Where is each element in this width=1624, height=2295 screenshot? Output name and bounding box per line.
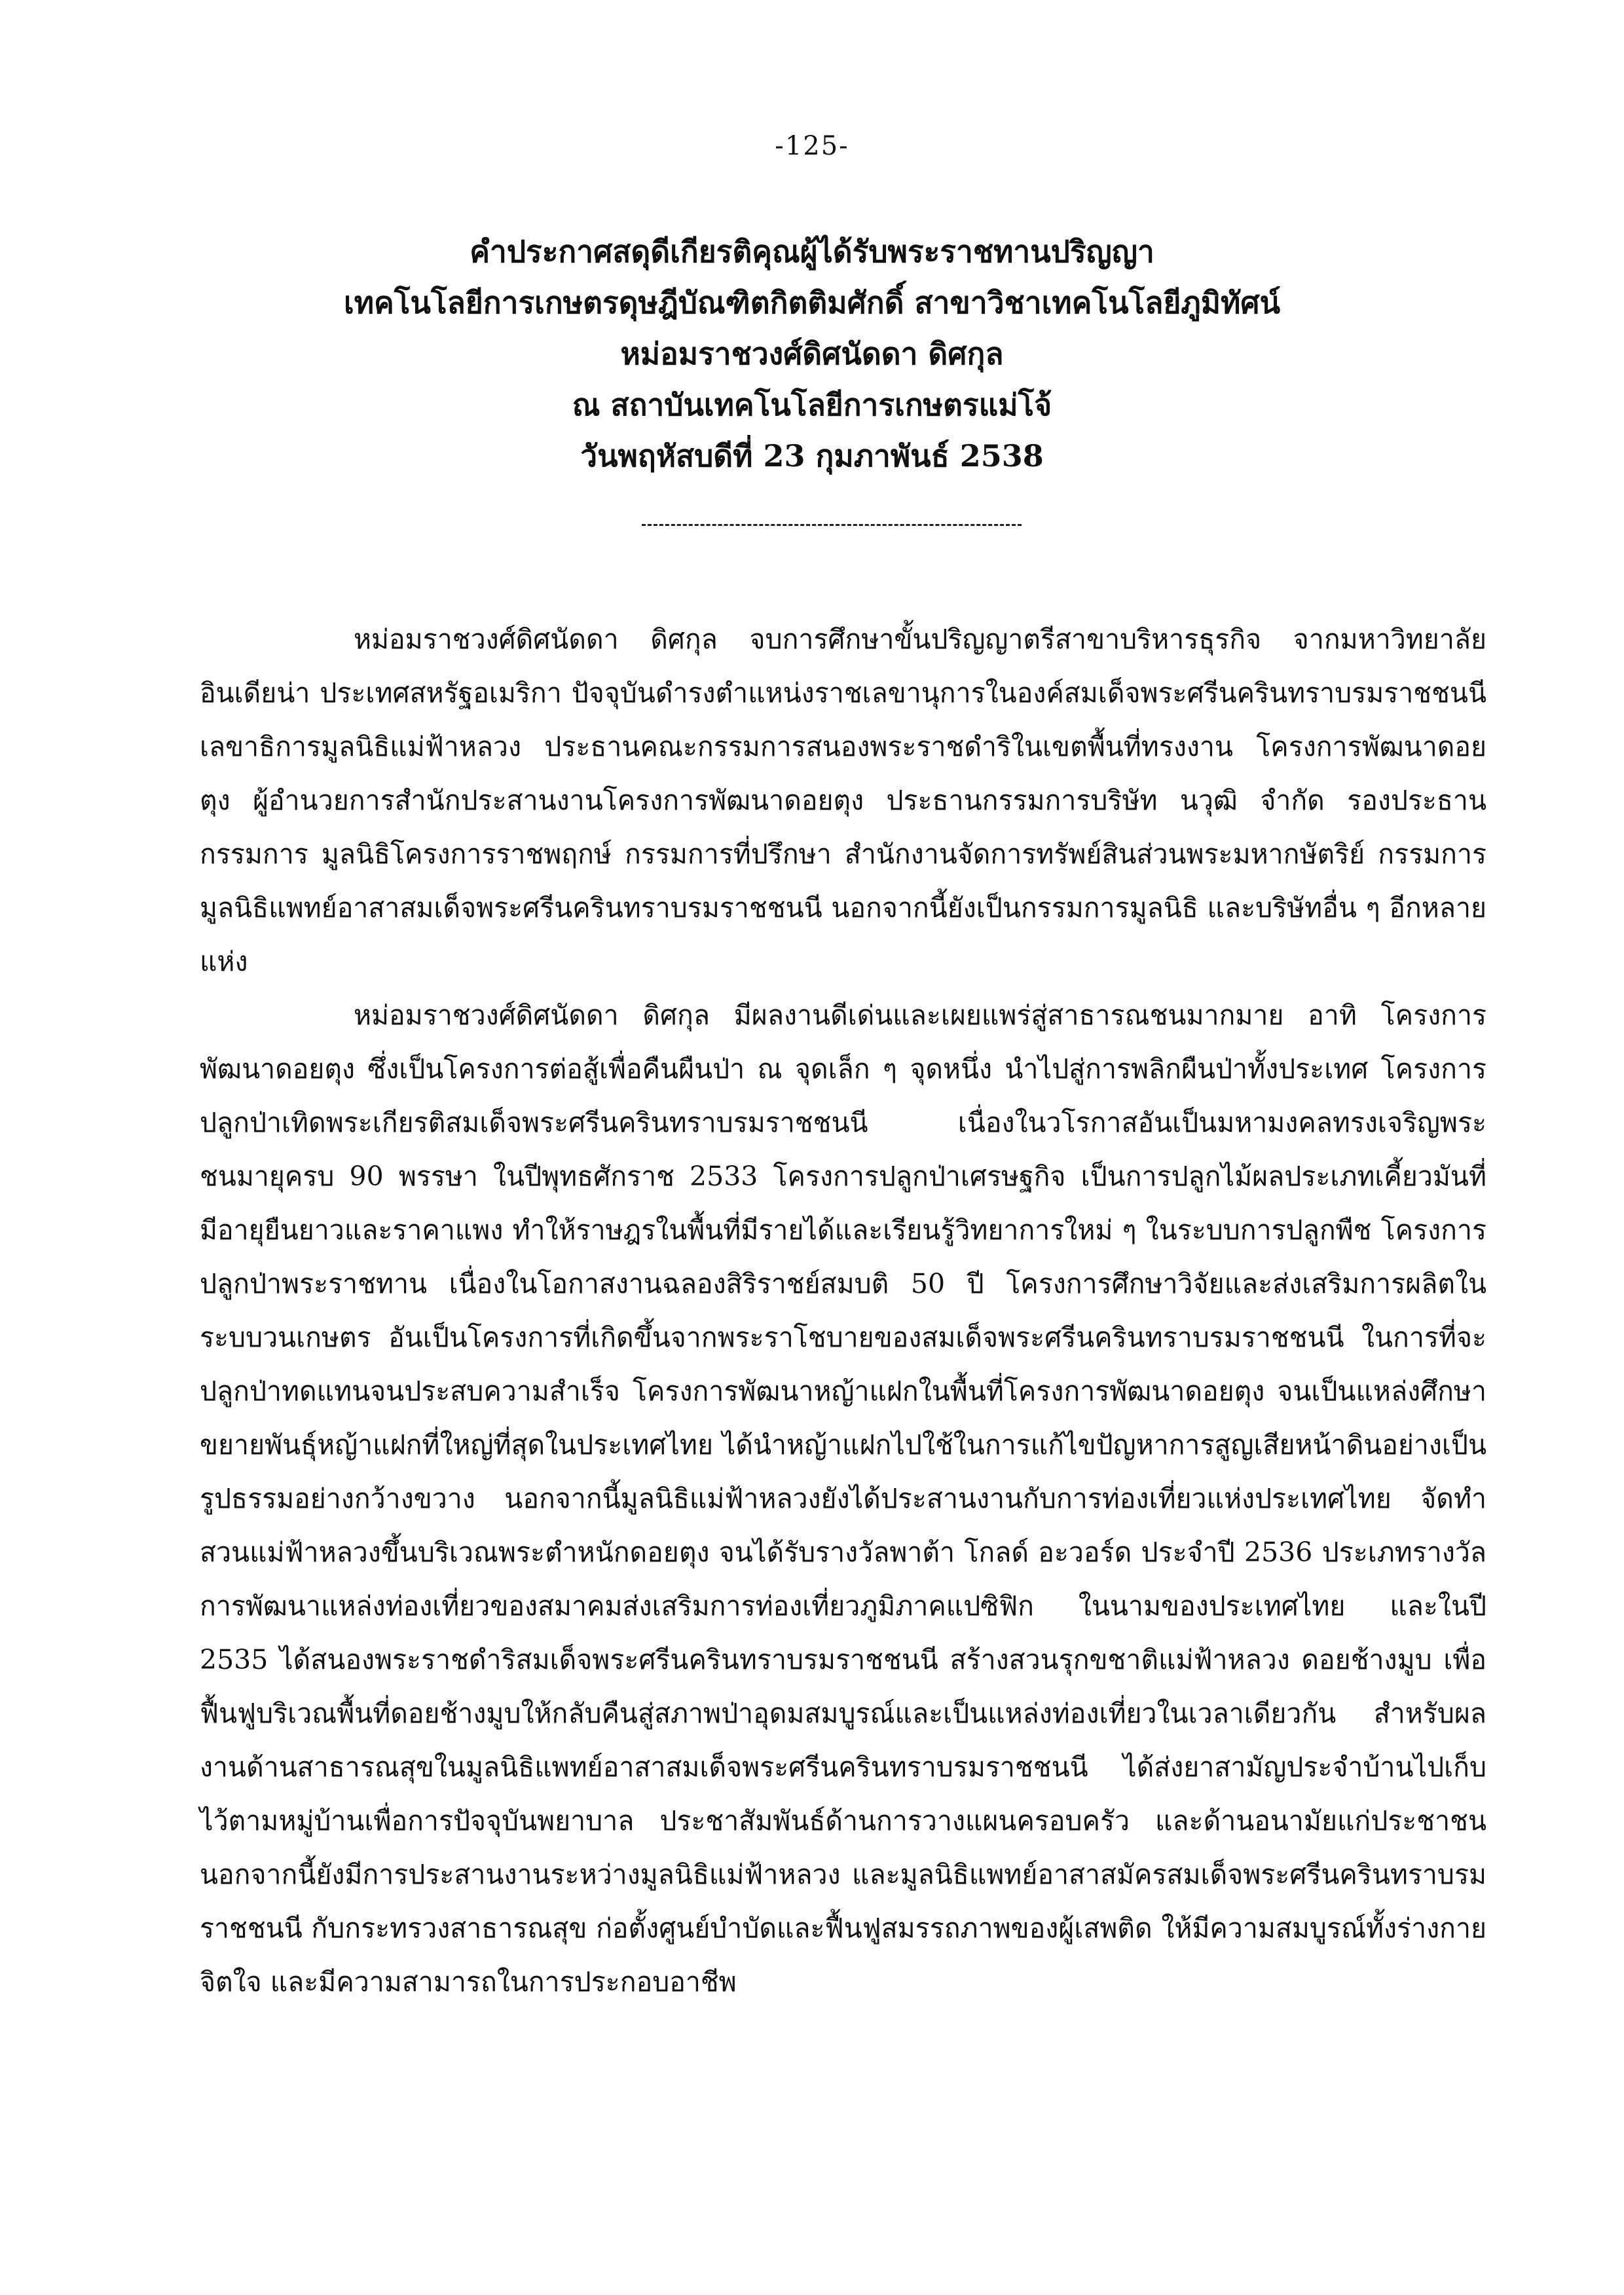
title-line-2: เทคโนโลยีการเกษตรดุษฎีบัณฑิตกิตติมศักดิ์ สาขาวิชาเทคโนโลยีภูมิทัศน์ [343,285,1281,320]
citation-body [200,612,1486,2009]
paragraph-biography: หม่อมราชวงศ์ดิศนัดดา ดิศกุล จบการศึกษาขั้นปริญญาตรีสาขาบริหารธุรกิจ จากมหาวิทยาลัยอินเดียน่า ประเทศสหรัฐอเมริกา ปัจจุบันดำรงตำแหน่งราชเลขานุการในองค์สมเด็จพระศรีนครินทราบรมราชชนนี เลขาธิการมูลนิธิแม่ฟ้าหลวง ประธานคณะกรรมการสนองพระราชดำริในเขตพื้นที่ทรงงาน โครงการพัฒนาดอยตุง ผู้อำนวยการสำนักประสานงานโครงการพัฒนาดอยตุง ประธานกรรมการบริษัท นวุฒิ จำกัด รองประธานกรรมการ มูลนิธิโครงการราชพฤกษ์ กรรมการที่ปรึกษา สำนักงานจัดการทรัพย์สินส่วนพระมหากษัตริย์ กรรมการมูลนิธิแพทย์อาสาสมเด็จพระศรีนครินทราบรมราชชนนี นอกจากนี้ยังเป็นกรรมการมูลนิธิ และบริษัทอื่น ๆ อีกหลายแห่ง [200,624,1486,977]
citation-title [196,226,1428,481]
page-number: -125- [775,131,849,161]
title-line-3: หม่อมราชวงศ์ดิศนัดดา ดิศกุล [620,336,1004,371]
title-line-5: วันพฤหัสบดีที่ 23 กุมภาพันธ์ 2538 [580,438,1044,474]
title-line-1: คำประกาศสดุดีเกียรติคุณผู้ได้รับพระราชทานปริญญา [470,234,1154,269]
title-divider [642,524,1022,526]
title-line-4: ณ สถาบันเทคโนโลยีการเกษตรแม่โจ้ [572,387,1052,422]
paragraph-achievements: หม่อมราชวงศ์ดิศนัดดา ดิศกุล มีผลงานดีเด่นและเผยแพร่สู่สาธารณชนมากมาย อาทิ โครงการพัฒนาดอยตุง ซึ่งเป็นโครงการต่อสู้เพื่อคืนผืนป่า ณ จุดเล็ก ๆ จุดหนึ่ง นำไปสู่การพลิกผืนป่าทั้งประเทศ โครงการปลูกป่าเทิดพระเกียรติสมเด็จพระศรีนครินทราบรมราชชนนี เนื่องในวโรกาสอันเป็นมหามงคลทรงเจริญพระชนมายุครบ 90 พรรษา ในปีพุทธศักราช 2533 โครงการปลูกป่าเศรษฐกิจ เป็นการปลูกไม้ผลประเภทเคี้ยวมันที่มีอายุยืนยาวและราคาแพง ทำให้ราษฎรในพื้นที่มีรายได้และเรียนรู้วิทยาการใหม่ ๆ ในระบบการปลูกพืช โครงการปลูกป่าพระราชทาน เนื่องในโอกาสงานฉลองสิริราชย์สมบติ 50 ปี โครงการศึกษาวิจัยและส่งเสริมการผลิตในระบบวนเกษตร อันเป็นโครงการที่เกิดขึ้นจากพระราโชบายของสมเด็จพระศรีนครินทราบรมราชชนนี ในการที่จะปลูกป่าทดแทนจนประสบความสำเร็จ โครงการพัฒนาหญ้าแฝกในพื้นที่โครงการพัฒนาดอยตุง จนเป็นแหล่งศึกษาขยายพันธุ์หญ้าแฝกที่ใหญ่ที่สุดในประเทศไทย ได้นำหญ้าแฝกไปใช้ในการแก้ไขปัญหาการสูญเสียหน้าดินอย่างเป็นรูปธรรมอย่างกว้างขวาง นอกจากนี้มูลนิธิแม่ฟ้าหลวงยังได้ประสานงานกับการท่องเที่ยวแห่งประเทศไทย จัดทำสวนแม่ฟ้าหลวงขึ้นบริเวณพระตำหนักดอยตุง จนได้รับรางวัลพาต้า โกลด์ อะวอร์ด ประจำปี 2536 ประเภทรางวัลการพัฒนาแหล่งท่องเที่ยวของสมาคมส่งเสริมการท่องเที่ยวภูมิภาคแปซิฟิก ในนามของประเทศไทย และในปี 2535 ได้สนองพระราชดำริสมเด็จพระศรีนครินทราบรมราชชนนี สร้างสวนรุกขชาติแม่ฟ้าหลวง ดอยช้างมูบ เพื่อฟื้นฟูบริเวณพื้นที่ดอยช้างมูบให้กลับคืนสู่สภาพป่าอุดมสมบูรณ์และเป็นแหล่งท่องเที่ยวในเวลาเดียวกัน สำหรับผลงานด้านสาธารณสุขในมูลนิธิแพทย์อาสาสมเด็จพระศรีนครินทราบรมราชชนนี ได้ส่งยาสามัญประจำบ้านไปเก็บไว้ตามหมู่บ้านเพื่อการปัจจุบันพยาบาล ประชาสัมพันธ์ด้านการวางแผนครอบครัว และด้านอนามัยแก่ประชาชน นอกจากนี้ยังมีการประสานงานระหว่างมูลนิธิแม่ฟ้าหลวง และมูลนิธิแพทย์อาสาสมัครสมเด็จพระศรีนครินทราบรมราชชนนี กับกระทรวงสาธารณสุข ก่อตั้งศูนย์บำบัดและฟื้นฟูสมรรถภาพของผู้เสพติด ให้มีความสมบูรณ์ทั้งร่างกาย จิตใจ และมีความสามารถในการประกอบอาชีพ [200,999,1486,1998]
